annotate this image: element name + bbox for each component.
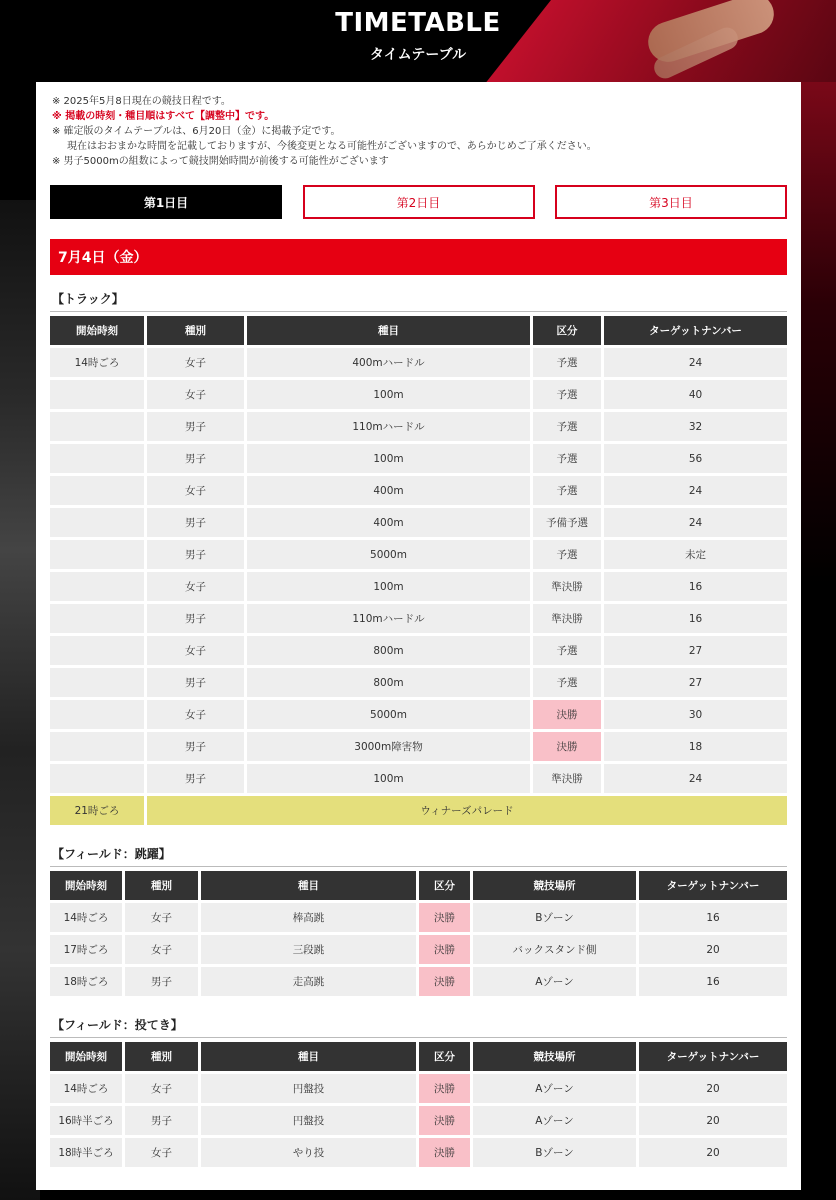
table-cell: 決勝 [419, 935, 470, 964]
table-cell: 走高跳 [201, 967, 416, 996]
column-header: 開始時刻 [50, 871, 122, 900]
table-cell: 予備予選 [533, 508, 601, 537]
table-cell: やり投 [201, 1138, 416, 1167]
table-cell: 予選 [533, 444, 601, 473]
day-tabs [50, 185, 787, 219]
table-cell: 男子 [147, 732, 244, 761]
table-cell: 女子 [147, 476, 244, 505]
track-table [47, 313, 790, 828]
table-row [50, 572, 787, 601]
table-cell: 30 [604, 700, 787, 729]
table-row [50, 636, 787, 665]
column-header: 競技場所 [473, 871, 636, 900]
table-header-row [50, 871, 787, 900]
table-cell: 20 [639, 935, 787, 964]
table-header-row [50, 1042, 787, 1071]
table-cell: 18 [604, 732, 787, 761]
throw-table [47, 1039, 790, 1170]
table-cell: 16 [639, 903, 787, 932]
table-cell: 40 [604, 380, 787, 409]
table-cell: 女子 [147, 700, 244, 729]
column-header: 種別 [147, 316, 244, 345]
table-cell: 女子 [125, 1074, 198, 1103]
table-cell: 20 [639, 1106, 787, 1135]
table-cell: 400m [247, 508, 530, 537]
table-cell: 100m [247, 572, 530, 601]
table-cell [50, 700, 144, 729]
table-cell: 14時ごろ [50, 903, 122, 932]
table-cell: 女子 [147, 348, 244, 377]
table-cell: 準決勝 [533, 572, 601, 601]
timetable-panel [36, 82, 801, 1190]
table-cell: 400mハードル [247, 348, 530, 377]
table-cell: 男子 [147, 604, 244, 633]
tab-day-2[interactable]: 第2日目 [303, 185, 535, 219]
table-cell: 予選 [533, 348, 601, 377]
column-header: 種目 [201, 871, 416, 900]
table-cell: 16 [604, 572, 787, 601]
table-cell: 予選 [533, 412, 601, 441]
table-cell: 14時ごろ [50, 348, 144, 377]
table-cell: 決勝 [419, 1138, 470, 1167]
table-cell: 円盤投 [201, 1106, 416, 1135]
table-cell: 決勝 [533, 700, 601, 729]
table-cell [50, 412, 144, 441]
table-cell: 未定 [604, 540, 787, 569]
column-header: 種別 [125, 1042, 198, 1071]
table-cell: 予選 [533, 476, 601, 505]
table-cell: 男子 [147, 764, 244, 793]
table-cell: 予選 [533, 636, 601, 665]
table-cell: 800m [247, 636, 530, 665]
section-title-track: 【トラック】 [50, 287, 787, 312]
page-title: TIMETABLE [335, 8, 501, 38]
notice-item: ※ 2025年5月8日現在の競技日程です。 [52, 96, 231, 107]
table-cell: 決勝 [419, 1106, 470, 1135]
table-cell [50, 444, 144, 473]
table-row [50, 1138, 787, 1167]
table-cell: 100m [247, 444, 530, 473]
table-cell: 準決勝 [533, 764, 601, 793]
table-cell: 3000m障害物 [247, 732, 530, 761]
column-header: 区分 [419, 871, 470, 900]
page-header [0, 0, 836, 82]
column-header: ターゲットナンバー [639, 871, 787, 900]
parade-time: 21時ごろ [50, 796, 144, 825]
notice-item: 現在はおおまかな時間を記載しておりますが、今後変更となる可能性がございますので、あらかじめご了承ください。 [67, 141, 597, 152]
table-cell [50, 636, 144, 665]
column-header: 競技場所 [473, 1042, 636, 1071]
tab-day-3[interactable]: 第3日目 [555, 185, 787, 219]
table-row [50, 508, 787, 537]
column-header: 開始時刻 [50, 316, 144, 345]
table-cell: 27 [604, 668, 787, 697]
notice-item: ※ 男子5000mの組数によって競技開始時間が前後する可能性がございます [52, 156, 389, 167]
column-header: 種目 [247, 316, 530, 345]
table-cell: 20 [639, 1074, 787, 1103]
table-cell: 決勝 [419, 1074, 470, 1103]
table-cell: Aゾーン [473, 1106, 636, 1135]
background-athlete-image [0, 200, 40, 1200]
table-cell: 女子 [125, 903, 198, 932]
table-cell: 24 [604, 508, 787, 537]
table-cell: 円盤投 [201, 1074, 416, 1103]
table-cell: 24 [604, 476, 787, 505]
table-cell: 男子 [147, 508, 244, 537]
table-cell: 棒高跳 [201, 903, 416, 932]
table-row [50, 935, 787, 964]
table-cell: 女子 [147, 572, 244, 601]
table-cell: 100m [247, 764, 530, 793]
column-header: 区分 [533, 316, 601, 345]
table-cell: 予選 [533, 668, 601, 697]
column-header: 種別 [125, 871, 198, 900]
table-row [50, 1106, 787, 1135]
table-cell [50, 604, 144, 633]
table-cell [50, 732, 144, 761]
parade-row [50, 796, 787, 825]
page-subtitle: タイムテーブル [369, 47, 467, 63]
column-header: ターゲットナンバー [639, 1042, 787, 1071]
table-cell: 三段跳 [201, 935, 416, 964]
table-cell [50, 764, 144, 793]
table-cell [50, 380, 144, 409]
jump-table [47, 868, 790, 999]
table-cell: 予選 [533, 380, 601, 409]
table-cell: 女子 [147, 636, 244, 665]
table-cell: Aゾーン [473, 967, 636, 996]
table-cell: 男子 [125, 1106, 198, 1135]
table-cell: Aゾーン [473, 1074, 636, 1103]
table-row [50, 668, 787, 697]
table-cell: 16時半ごろ [50, 1106, 122, 1135]
table-row [50, 1074, 787, 1103]
column-header: 種目 [201, 1042, 416, 1071]
table-cell: 5000m [247, 700, 530, 729]
table-cell: 男子 [125, 967, 198, 996]
table-cell: 男子 [147, 412, 244, 441]
table-cell: 決勝 [533, 732, 601, 761]
table-cell: 24 [604, 348, 787, 377]
table-cell: 18時ごろ [50, 967, 122, 996]
table-row [50, 380, 787, 409]
table-row [50, 348, 787, 377]
table-cell: 男子 [147, 540, 244, 569]
table-cell: 110mハードル [247, 412, 530, 441]
table-cell: 24 [604, 764, 787, 793]
parade-label: ウィナーズパレード [147, 796, 787, 825]
table-cell: Bゾーン [473, 903, 636, 932]
table-cell: 決勝 [419, 903, 470, 932]
table-cell: Bゾーン [473, 1138, 636, 1167]
table-row [50, 412, 787, 441]
section-title-jump: 【フィールド：跳躍】 [50, 842, 787, 867]
table-cell [50, 668, 144, 697]
table-row [50, 604, 787, 633]
table-cell: 男子 [147, 444, 244, 473]
column-header: 区分 [419, 1042, 470, 1071]
table-cell: 32 [604, 412, 787, 441]
notice-item-warning: ※ 掲載の時刻・種目順はすべて【調整中】です。 [52, 111, 275, 122]
table-cell [50, 476, 144, 505]
column-header: ターゲットナンバー [604, 316, 787, 345]
table-row [50, 903, 787, 932]
tab-day-1[interactable]: 第1日目 [50, 185, 282, 219]
table-cell: 800m [247, 668, 530, 697]
table-cell: 14時ごろ [50, 1074, 122, 1103]
table-cell: 決勝 [419, 967, 470, 996]
table-cell: 男子 [147, 668, 244, 697]
table-row [50, 444, 787, 473]
table-cell: 女子 [125, 935, 198, 964]
notice-list [50, 94, 787, 169]
table-row [50, 476, 787, 505]
section-title-throw: 【フィールド：投てき】 [50, 1013, 787, 1038]
table-cell: 17時ごろ [50, 935, 122, 964]
table-cell: 16 [604, 604, 787, 633]
table-header-row [50, 316, 787, 345]
table-cell: 女子 [147, 380, 244, 409]
table-cell: 5000m [247, 540, 530, 569]
table-row [50, 967, 787, 996]
column-header: 開始時刻 [50, 1042, 122, 1071]
table-row [50, 540, 787, 569]
table-cell [50, 508, 144, 537]
day-heading: 7月4日（金） [50, 239, 787, 275]
notice-item: ※ 確定版のタイムテーブルは、6月20日（金）に掲載予定です。 [52, 126, 341, 137]
table-cell: 準決勝 [533, 604, 601, 633]
table-row [50, 700, 787, 729]
table-cell: 27 [604, 636, 787, 665]
table-row [50, 732, 787, 761]
table-row [50, 764, 787, 793]
table-cell: バックスタンド側 [473, 935, 636, 964]
table-cell: 400m [247, 476, 530, 505]
table-cell: 100m [247, 380, 530, 409]
table-cell [50, 540, 144, 569]
table-cell: 110mハードル [247, 604, 530, 633]
table-cell [50, 572, 144, 601]
table-cell: 18時半ごろ [50, 1138, 122, 1167]
table-cell: 20 [639, 1138, 787, 1167]
table-cell: 16 [639, 967, 787, 996]
table-cell: 女子 [125, 1138, 198, 1167]
table-cell: 予選 [533, 540, 601, 569]
table-cell: 56 [604, 444, 787, 473]
